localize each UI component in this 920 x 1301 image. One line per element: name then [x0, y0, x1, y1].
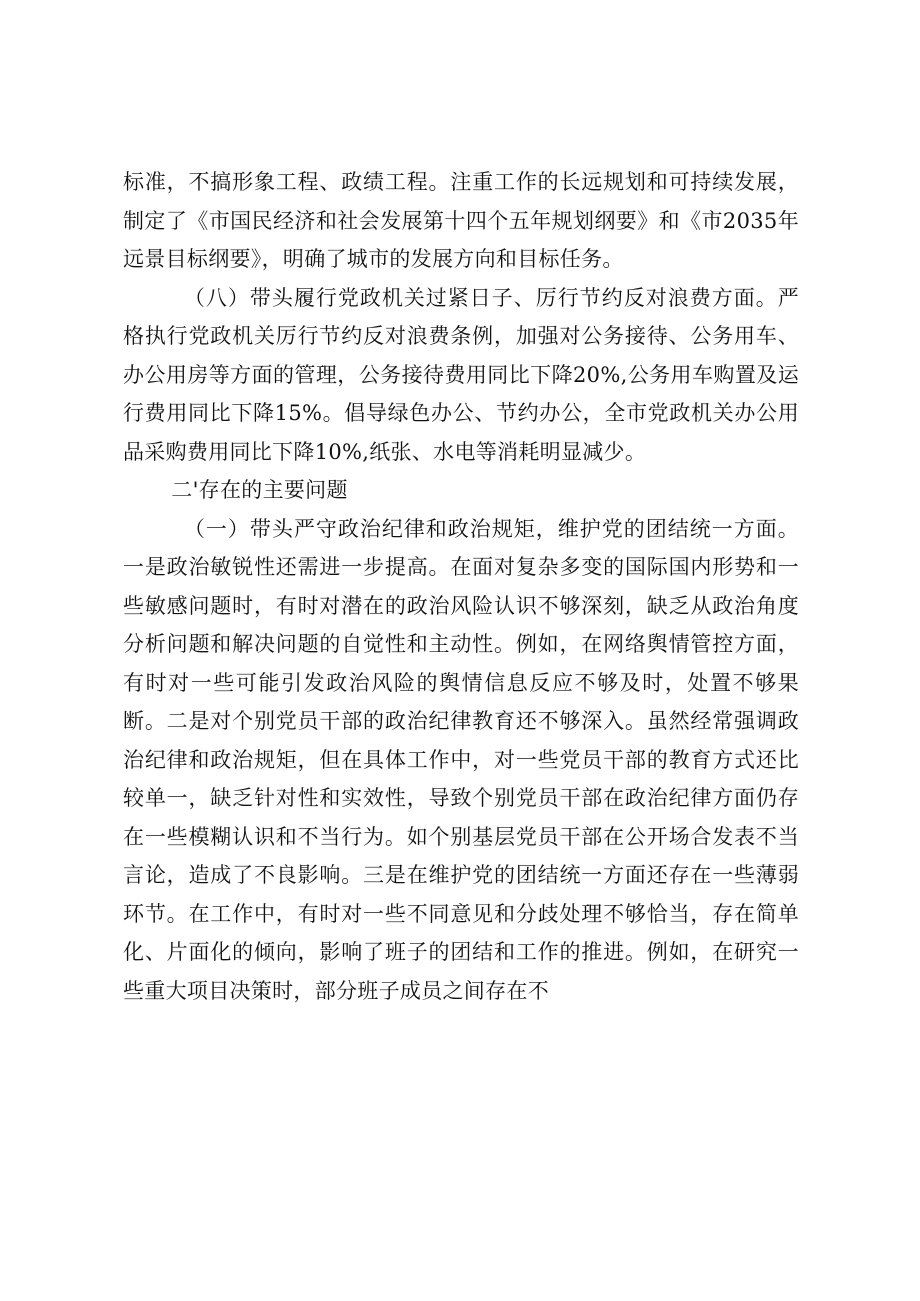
paragraph-political-discipline: （一）带头严守政治纪律和政治规矩，维护党的团结统一方面。一是政治敏锐性还需进一步提高。在面对复杂多变的国际国内形势和一些敏感问题时，有时对潜在的政治风险认识不够深刻，缺乏从政治角度分析问题和解决问题的自觉性和主动性。例如，在网络舆情管控方面，有时对一些可能引发政治风险的舆情信息反应不够及时，处置不够果断。二是对个别党员干部的政治纪律教育还不够深入。虽然经常强调政治纪律和政治规矩，但在具体工作中，对一些党员干部的教育方式还比较单一，缺乏针对性和实效性，导致个别党员干部在政治纪律方面仍存在一些模糊认识和不当行为。如个别基层党员干部在公开场合发表不当言论，造成了不良影响。三是在维护党的团结统一方面还存在一些薄弱环节。在工作中，有时对一些不同意见和分歧处理不够恰当，存在简单化、片面化的倾向，影响了班子的团结和工作的推进。例如，在研究一些重大项目决策时，部分班子成员之间存在不	[123, 516, 799, 1003]
paragraph-planning: 标准，不搞形象工程、政绩工程。注重工作的长远规划和可持续发展，制定了《市国民经济和社会发展第十四个五年规划纲要》和《市2035年远景目标纲要》，明确了城市的发展方向和目标任务。	[123, 170, 799, 271]
section-heading-main-problems: 二'存在的主要问题	[171, 478, 348, 502]
paragraph-frugality: （八）带头履行党政机关过紧日子、厉行节约反对浪费方面。严格执行党政机关厉行节约反对浪费条例，加强对公务接待、公务用车、办公用房等方面的管理，公务接待费用同比下降20%,公务用车购置及运行费用同比下降15%。倡导绿色办公、节约办公，全市党政机关办公用品采购费用同比下降10%,纸张、水电等消耗明显减少。	[123, 285, 799, 464]
document-body	[123, 163, 799, 1010]
